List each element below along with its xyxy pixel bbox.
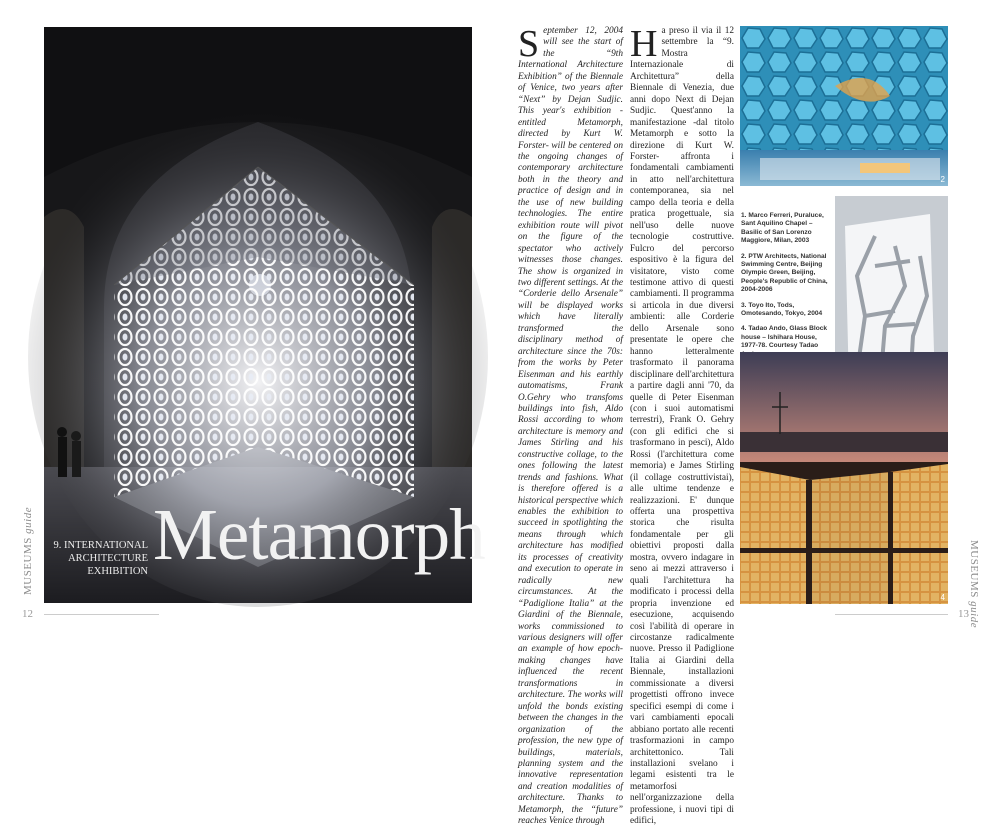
- exhibit-label-line-1: 9. INTERNATIONAL: [53, 540, 148, 551]
- right-page-number: 13: [958, 608, 969, 620]
- photo-4-number: 4: [940, 593, 945, 602]
- photo-2-number: 2: [940, 175, 945, 184]
- caption-2: 2. PTW Architects, National Swimming Centre, Beijing Olympic Green, Beijing, People's Republic of China, 2004-2006: [741, 252, 828, 294]
- caption-3: 3. Toyo Ito, Tods, Omotesando, Tokyo, 2004: [741, 301, 823, 318]
- exhibit-label-line-3: EXHIBITION: [87, 566, 148, 577]
- exhibit-label-line-2: ARCHITECTURE: [68, 553, 148, 564]
- english-text: eptember 12, 2004 will see the start of the “9th International Architecture Exhibition” of the Biennale of Venice, two years after “Next” by Dejan Sudjic. This year's exhibition -entitled Metamorph, directed by Kurt W. Forster- will be centered on the ongoing changes of contemporary architecture both in the theory and practice of design and in the use of new building technologies. The entire exhibition route will pivot on the figure of the spectator who actively witnesses those changes. The show is organized in two different settings. At the “Corderie dello Arsenale” will be displayed works which have literally transformed the disciplinary method of architecture since the 70s: from the works by Peter Eisenman and his earthly automatisms, Frank O.Gehry who transfoms buildings into fish, Aldo Rossi according to whom architecture is memory and James Stirling and his constructive collage, to the ones following the latest trends and fashions. What is therefore offered is a historical perspective which enables the exhibition to succeed in spotlighting the means through which architecture has modified its processes of creativity and execution to operate in radically new circumstances. At the “Padiglione Italia” at the Giardini of the Biennale, works commissioned to various designers will offer an example of how epoch-making changes have influenced the recent transformations in architecture. The works will unfold the bonds existing between the changes in the organization of the profession, the new type of buildings, materials, planning system and the innovative representation and creation modalities of architecture. Thanks to Metamorph, the “future” reaches Venice through: [518, 26, 623, 827]
- article-english-column: [518, 23, 623, 827]
- left-footer-rule: [44, 614, 159, 615]
- side-label-guide: guide: [22, 506, 34, 534]
- italian-text: a preso il via il 12 settembre la “9. Mostra Internazionale di Architettura” della Biennale di Venezia, due anni dopo Next di Dejan Sudjic. Quest'anno la manifestazione -dal titolo Metamorph e sotto la direzione di Kurt W. Forster- affronta i fondamentali cambiamenti in atto nell'architettura contemporanea, sia nel campo della teoria e della pratica progettuale, sia nell'uso delle nuove tecnologie costruttive. Fulcro del percorso espositivo è la figura del visitatore, visto come testimone attivo di questi cambiamenti. Il programma si articola in due diversi ambienti: alle Corderie dello Arsenale sono presentate le opere che hanno letteralmente trasformato il panorama disciplinare dell'architettura a partire dagli anni '70, da quelle di Peter Eisenman (con i suoi automatismi terrestri), Frank O. Gehry (con gli edifici che si trasformano in pesci), Aldo Rossi (l'architettura come memoria) e James Stirling (il collage costruttivistai), alle ultime tendenze e realizzazioni. E' dunque offerta una prospettiva storica che risulta fondamentale per gli obiettivi proposti dalla mostra, ovvero indagare in seno ai mezzi attraverso i quali l'architettura ha modificato i processi della propria invenzione ed esecuzione, acquisendo così l'abilità di operare in circostanze radicalmente nuove. Presso il Padiglione Italia ai Giardini della Biennale, installazioni commissionate a diversi progettisti offrono invece specifici esempi di come i vari cambiamenti epocali abbiano portato alle recenti trasformazioni in campo architettonico. Tali installazioni svelano i legami esistenti tra le metamorfosi nell'organizzazione della professione, i nuovi tipi di edifici,: [630, 26, 734, 827]
- side-label-main-right: MUSEUMS: [968, 540, 980, 598]
- side-label-main: MUSEUMS: [22, 537, 34, 595]
- photo-swimming-centre-graphic: [740, 26, 948, 186]
- page-title: Metamorph: [153, 494, 485, 575]
- article-italian-column: [630, 23, 734, 827]
- left-side-label: [22, 507, 34, 595]
- main-photo-puraluce: [44, 27, 485, 603]
- caption-1: 1. Marco Ferreri, Puraluce, Sant Aquilino Chapel – Basilic of San Lorenzo Maggiore, Milan, 2003: [741, 212, 824, 245]
- right-side-label: [968, 540, 980, 628]
- left-page-number: 12: [22, 608, 33, 620]
- right-footer-rule: [835, 614, 948, 615]
- english-dropcap: S: [518, 23, 540, 65]
- photo-glass-block-graphic: [740, 352, 948, 604]
- photo-glass-block-house: [740, 352, 948, 604]
- photo-swimming-centre: [740, 26, 948, 186]
- exhibit-label: [50, 539, 148, 578]
- caption-4: 4. Tadao Ando, Glass Block house – Ishihara House, 1977-78. Courtesy Tadao: [741, 325, 828, 350]
- italian-dropcap: H: [630, 23, 658, 65]
- side-label-guide-right: guide: [968, 601, 980, 629]
- photo-captions: [741, 212, 833, 366]
